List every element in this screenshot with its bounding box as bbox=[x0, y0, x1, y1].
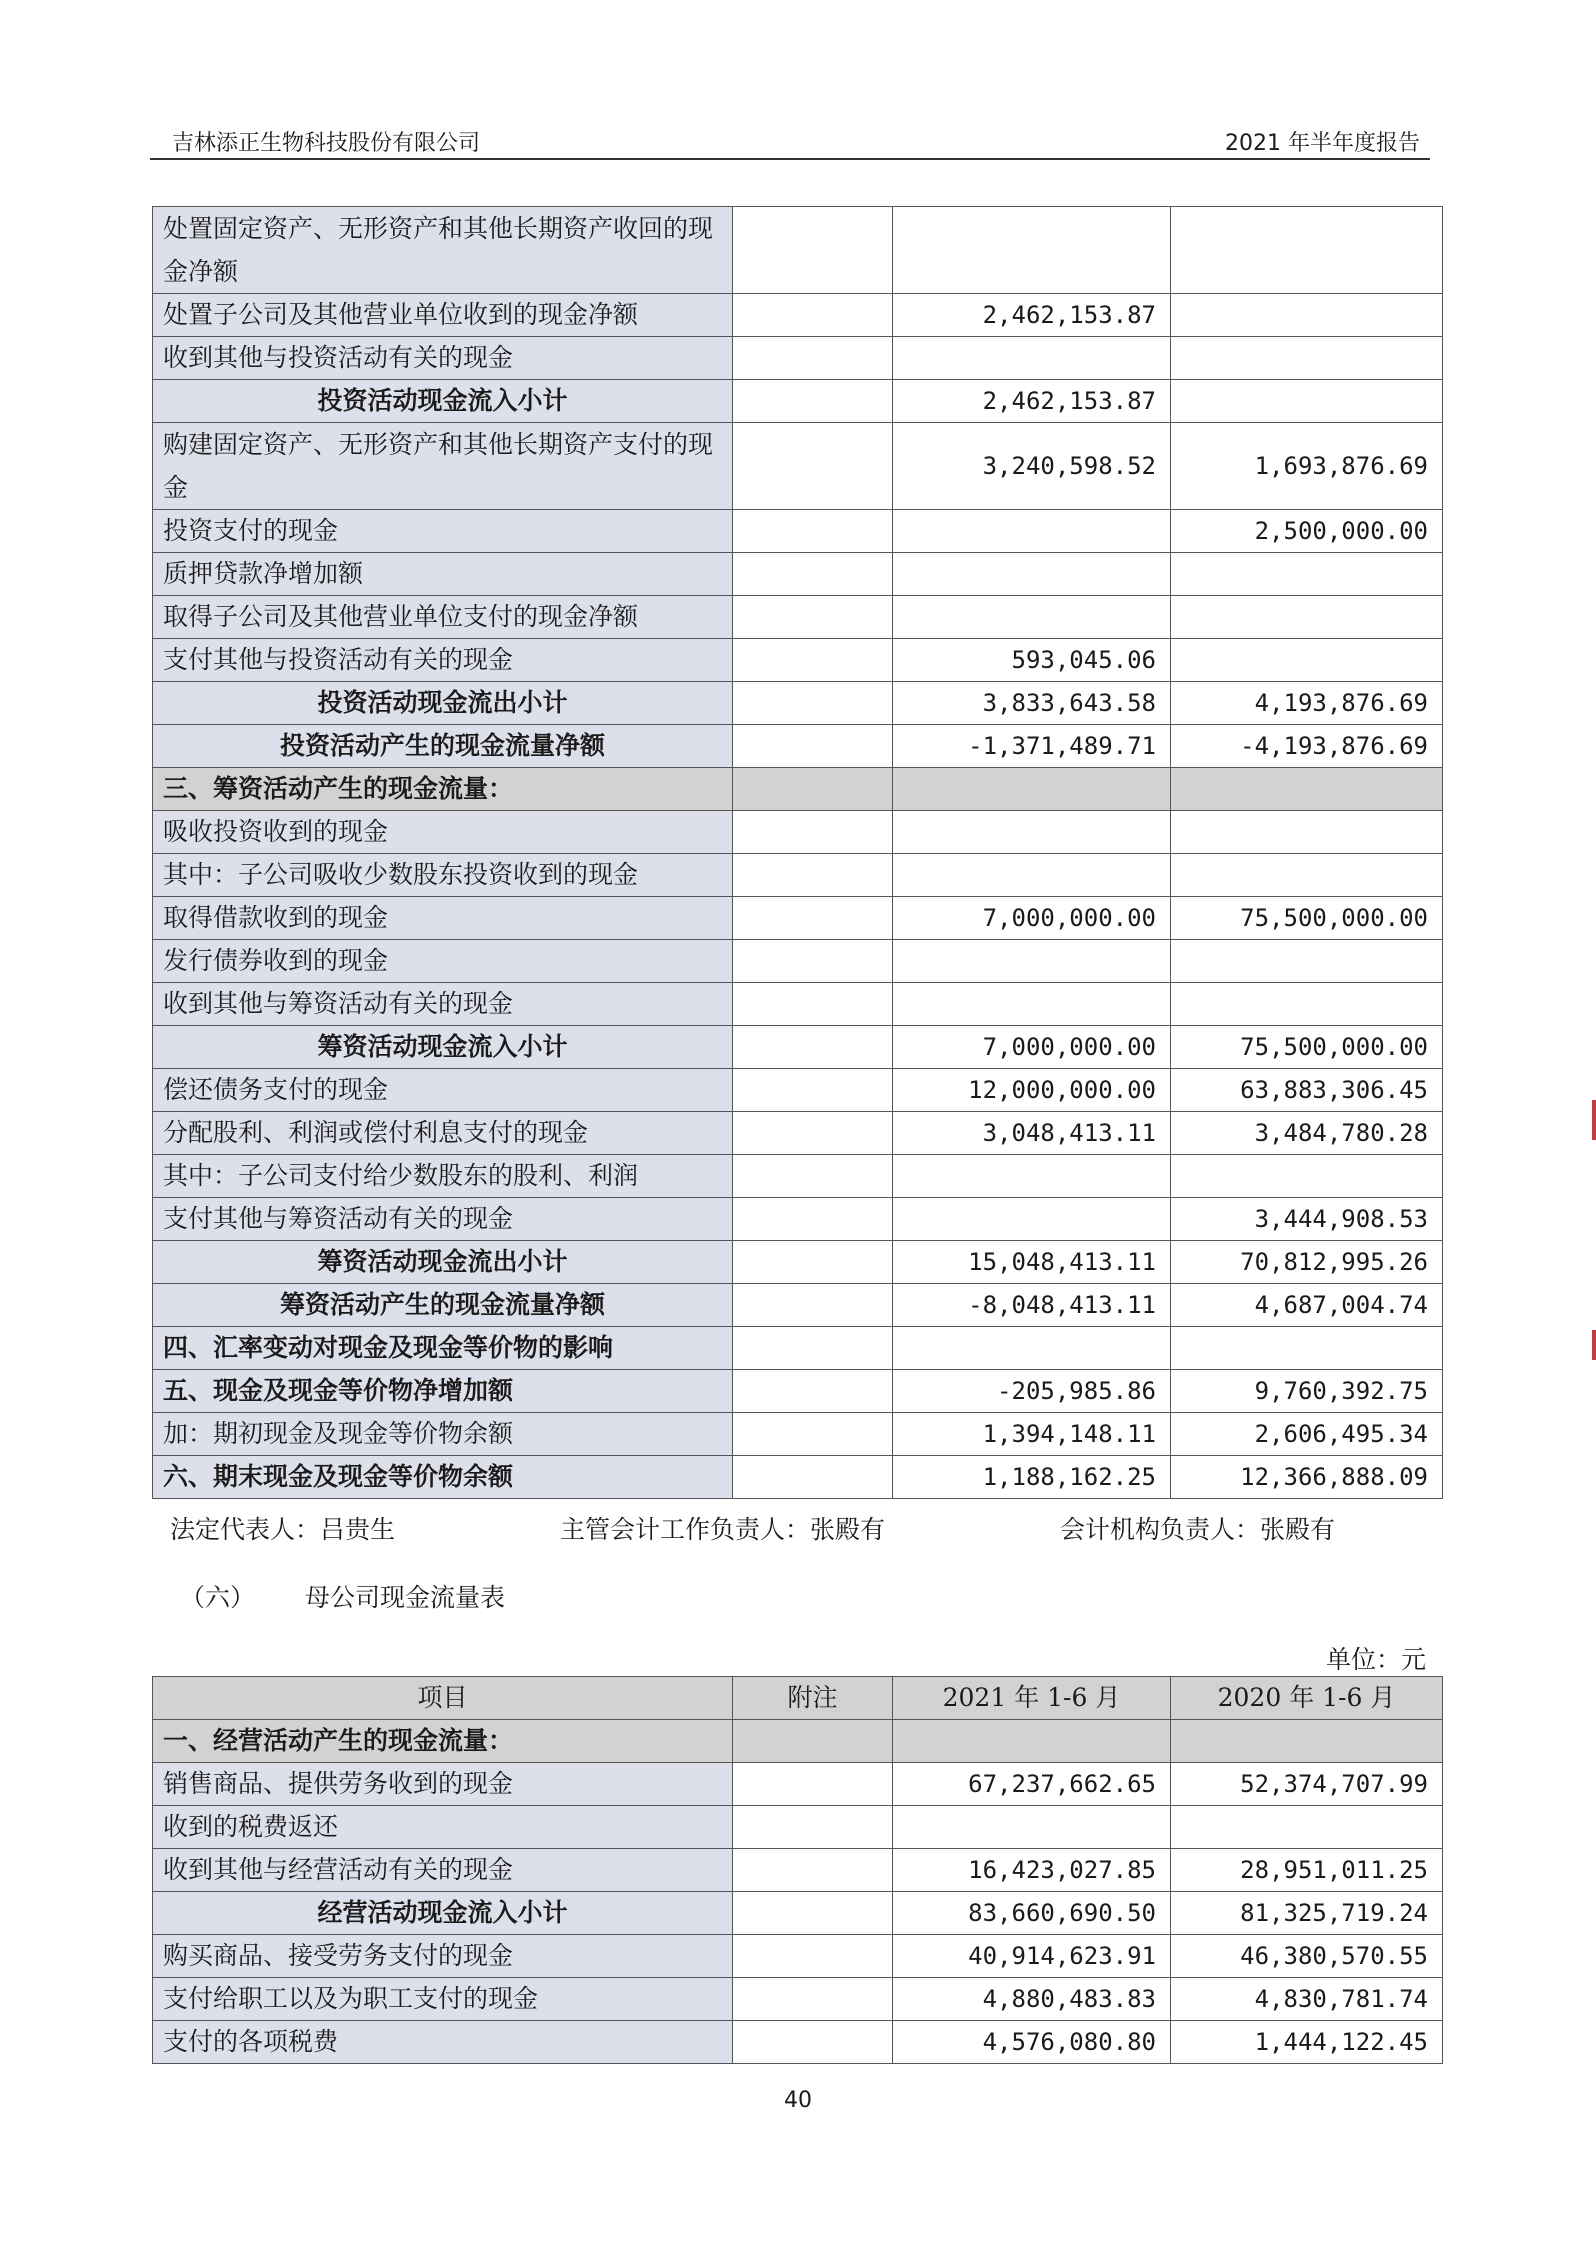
section-number: （六） bbox=[180, 1583, 256, 1612]
item-cell: 偿还债务支付的现金 bbox=[153, 1069, 733, 1112]
note-cell bbox=[733, 1370, 893, 1413]
note-cell bbox=[733, 897, 893, 940]
table-row bbox=[153, 1155, 1443, 1198]
current-period-cell: 7,000,000.00 bbox=[893, 897, 1171, 940]
current-period-cell bbox=[893, 1327, 1171, 1370]
note-cell bbox=[733, 1241, 893, 1284]
note-cell bbox=[733, 1763, 893, 1806]
item-cell: 六、期末现金及现金等价物余额 bbox=[153, 1456, 733, 1499]
note-cell bbox=[733, 1026, 893, 1069]
parent-cash-flow-body bbox=[153, 1720, 1443, 2064]
current-period-cell: -8,048,413.11 bbox=[893, 1284, 1171, 1327]
current-period-cell: 4,576,080.80 bbox=[893, 2021, 1171, 2064]
item-cell: 取得借款收到的现金 bbox=[153, 897, 733, 940]
item-cell: 处置子公司及其他营业单位收到的现金净额 bbox=[153, 294, 733, 337]
report-title: 2021 年半年度报告 bbox=[1225, 131, 1420, 156]
table-row bbox=[153, 854, 1443, 897]
item-cell: 经营活动现金流入小计 bbox=[153, 1892, 733, 1935]
table-row bbox=[153, 1370, 1443, 1413]
item-cell: 处置固定资产、无形资产和其他长期资产收回的现金净额 bbox=[153, 207, 733, 294]
table-row bbox=[153, 1763, 1443, 1806]
note-cell bbox=[733, 1892, 893, 1935]
prior-period-cell bbox=[1171, 294, 1443, 337]
current-period-cell: 40,914,623.91 bbox=[893, 1935, 1171, 1978]
current-period-cell: 83,660,690.50 bbox=[893, 1892, 1171, 1935]
table-row bbox=[153, 1806, 1443, 1849]
current-period-cell: 16,423,027.85 bbox=[893, 1849, 1171, 1892]
current-period-cell: 3,048,413.11 bbox=[893, 1112, 1171, 1155]
accounting-agency-head: 会计机构负责人：张殿有 bbox=[1060, 1515, 1336, 1544]
prior-period-cell: 52,374,707.99 bbox=[1171, 1763, 1443, 1806]
prior-period-cell bbox=[1171, 207, 1443, 294]
note-cell bbox=[733, 423, 893, 510]
table-row bbox=[153, 337, 1443, 380]
prior-period-cell bbox=[1171, 1720, 1443, 1763]
current-period-cell: -1,371,489.71 bbox=[893, 725, 1171, 768]
item-cell: 筹资活动现金流出小计 bbox=[153, 1241, 733, 1284]
current-period-cell: 1,188,162.25 bbox=[893, 1456, 1171, 1499]
item-cell: 收到的税费返还 bbox=[153, 1806, 733, 1849]
note-cell bbox=[733, 983, 893, 1026]
signatories bbox=[170, 1510, 1470, 1550]
note-cell bbox=[733, 553, 893, 596]
table-row bbox=[153, 1198, 1443, 1241]
table-row bbox=[153, 639, 1443, 682]
note-cell bbox=[733, 1284, 893, 1327]
current-period-cell bbox=[893, 940, 1171, 983]
prior-period-cell bbox=[1171, 811, 1443, 854]
prior-period-cell bbox=[1171, 337, 1443, 380]
table-header-row bbox=[153, 1677, 1443, 1720]
item-cell: 购建固定资产、无形资产和其他长期资产支付的现金 bbox=[153, 423, 733, 510]
item-cell: 购买商品、接受劳务支付的现金 bbox=[153, 1935, 733, 1978]
current-period-cell bbox=[893, 1198, 1171, 1241]
note-cell bbox=[733, 2021, 893, 2064]
prior-period-cell bbox=[1171, 1806, 1443, 1849]
item-cell: 加：期初现金及现金等价物余额 bbox=[153, 1413, 733, 1456]
prior-period-cell: 28,951,011.25 bbox=[1171, 1849, 1443, 1892]
prior-period-cell bbox=[1171, 983, 1443, 1026]
prior-period-cell: -4,193,876.69 bbox=[1171, 725, 1443, 768]
item-cell: 三、筹资活动产生的现金流量： bbox=[153, 768, 733, 811]
current-period-cell bbox=[893, 1806, 1171, 1849]
prior-period-cell: 4,193,876.69 bbox=[1171, 682, 1443, 725]
note-cell bbox=[733, 510, 893, 553]
table-row bbox=[153, 2021, 1443, 2064]
prior-period-cell bbox=[1171, 639, 1443, 682]
table-row bbox=[153, 1456, 1443, 1499]
cash-flow-table-body bbox=[153, 207, 1443, 1499]
current-period-cell bbox=[893, 854, 1171, 897]
header-2021: 2021 年 1-6 月 bbox=[893, 1677, 1171, 1720]
current-period-cell: -205,985.86 bbox=[893, 1370, 1171, 1413]
table-row bbox=[153, 1413, 1443, 1456]
current-period-cell bbox=[893, 553, 1171, 596]
current-period-cell bbox=[893, 510, 1171, 553]
item-cell: 收到其他与投资活动有关的现金 bbox=[153, 337, 733, 380]
header-2020: 2020 年 1-6 月 bbox=[1171, 1677, 1443, 1720]
item-cell: 发行债券收到的现金 bbox=[153, 940, 733, 983]
current-period-cell: 2,462,153.87 bbox=[893, 380, 1171, 423]
prior-period-cell: 75,500,000.00 bbox=[1171, 1026, 1443, 1069]
item-cell: 投资活动现金流出小计 bbox=[153, 682, 733, 725]
note-cell bbox=[733, 725, 893, 768]
note-cell bbox=[733, 1806, 893, 1849]
table-row bbox=[153, 1327, 1443, 1370]
table-row bbox=[153, 983, 1443, 1026]
scan-edge-mark bbox=[1592, 1100, 1596, 1140]
prior-period-cell: 70,812,995.26 bbox=[1171, 1241, 1443, 1284]
table-row bbox=[153, 596, 1443, 639]
table-row bbox=[153, 1849, 1443, 1892]
header-note: 附注 bbox=[733, 1677, 893, 1720]
prior-period-cell bbox=[1171, 940, 1443, 983]
item-cell: 投资支付的现金 bbox=[153, 510, 733, 553]
prior-period-cell: 46,380,570.55 bbox=[1171, 1935, 1443, 1978]
item-cell: 支付的各项税费 bbox=[153, 2021, 733, 2064]
table-row bbox=[153, 1284, 1443, 1327]
note-cell bbox=[733, 1935, 893, 1978]
table-row bbox=[153, 1978, 1443, 2021]
page-number: 40 bbox=[784, 2088, 812, 2113]
accounting-head: 主管会计工作负责人：张殿有 bbox=[560, 1515, 886, 1544]
current-period-cell bbox=[893, 1155, 1171, 1198]
table-row bbox=[153, 1112, 1443, 1155]
page-header bbox=[150, 120, 1430, 160]
note-cell bbox=[733, 1413, 893, 1456]
note-cell bbox=[733, 1456, 893, 1499]
company-name: 吉林添正生物科技股份有限公司 bbox=[172, 131, 481, 156]
parent-cash-flow-table bbox=[152, 1676, 1443, 2064]
table-row bbox=[153, 682, 1443, 725]
prior-period-cell bbox=[1171, 553, 1443, 596]
prior-period-cell: 1,693,876.69 bbox=[1171, 423, 1443, 510]
note-cell bbox=[733, 1327, 893, 1370]
note-cell bbox=[733, 596, 893, 639]
prior-period-cell bbox=[1171, 596, 1443, 639]
current-period-cell bbox=[893, 1720, 1171, 1763]
prior-period-cell: 4,687,004.74 bbox=[1171, 1284, 1443, 1327]
current-period-cell: 1,394,148.11 bbox=[893, 1413, 1171, 1456]
table-row bbox=[153, 207, 1443, 294]
table-row bbox=[153, 423, 1443, 510]
note-cell bbox=[733, 1069, 893, 1112]
note-cell bbox=[733, 940, 893, 983]
note-cell bbox=[733, 337, 893, 380]
current-period-cell: 12,000,000.00 bbox=[893, 1069, 1171, 1112]
item-cell: 取得子公司及其他营业单位支付的现金净额 bbox=[153, 596, 733, 639]
note-cell bbox=[733, 768, 893, 811]
note-cell bbox=[733, 854, 893, 897]
section-heading bbox=[180, 1578, 505, 1614]
item-cell: 其中：子公司吸收少数股东投资收到的现金 bbox=[153, 854, 733, 897]
prior-period-cell bbox=[1171, 380, 1443, 423]
item-cell: 投资活动现金流入小计 bbox=[153, 380, 733, 423]
item-cell: 五、现金及现金等价物净增加额 bbox=[153, 1370, 733, 1413]
prior-period-cell: 75,500,000.00 bbox=[1171, 897, 1443, 940]
table-row bbox=[153, 553, 1443, 596]
item-cell: 收到其他与经营活动有关的现金 bbox=[153, 1849, 733, 1892]
prior-period-cell: 4,830,781.74 bbox=[1171, 1978, 1443, 2021]
current-period-cell: 4,880,483.83 bbox=[893, 1978, 1171, 2021]
prior-period-cell: 3,444,908.53 bbox=[1171, 1198, 1443, 1241]
item-cell: 支付给职工以及为职工支付的现金 bbox=[153, 1978, 733, 2021]
table-row bbox=[153, 940, 1443, 983]
prior-period-cell: 12,366,888.09 bbox=[1171, 1456, 1443, 1499]
section-title: 母公司现金流量表 bbox=[305, 1583, 506, 1612]
current-period-cell: 15,048,413.11 bbox=[893, 1241, 1171, 1284]
prior-period-cell: 1,444,122.45 bbox=[1171, 2021, 1443, 2064]
item-cell: 销售商品、提供劳务收到的现金 bbox=[153, 1763, 733, 1806]
prior-period-cell bbox=[1171, 768, 1443, 811]
prior-period-cell: 81,325,719.24 bbox=[1171, 1892, 1443, 1935]
header-item: 项目 bbox=[153, 1677, 733, 1720]
table-row bbox=[153, 811, 1443, 854]
table-row bbox=[153, 897, 1443, 940]
table-row bbox=[153, 1935, 1443, 1978]
note-cell bbox=[733, 639, 893, 682]
note-cell bbox=[733, 1155, 893, 1198]
legal-representative: 法定代表人：吕贵生 bbox=[170, 1515, 396, 1544]
prior-period-cell: 3,484,780.28 bbox=[1171, 1112, 1443, 1155]
table-row bbox=[153, 768, 1443, 811]
unit-label: 单位：元 bbox=[1325, 1645, 1426, 1674]
table-row bbox=[153, 1069, 1443, 1112]
current-period-cell: 67,237,662.65 bbox=[893, 1763, 1171, 1806]
current-period-cell bbox=[893, 983, 1171, 1026]
current-period-cell: 2,462,153.87 bbox=[893, 294, 1171, 337]
note-cell bbox=[733, 380, 893, 423]
current-period-cell bbox=[893, 337, 1171, 380]
item-cell: 投资活动产生的现金流量净额 bbox=[153, 725, 733, 768]
note-cell bbox=[733, 1198, 893, 1241]
item-cell: 分配股利、利润或偿付利息支付的现金 bbox=[153, 1112, 733, 1155]
item-cell: 支付其他与筹资活动有关的现金 bbox=[153, 1198, 733, 1241]
note-cell bbox=[733, 1978, 893, 2021]
prior-period-cell bbox=[1171, 1327, 1443, 1370]
item-cell: 支付其他与投资活动有关的现金 bbox=[153, 639, 733, 682]
item-cell: 收到其他与筹资活动有关的现金 bbox=[153, 983, 733, 1026]
table-row bbox=[153, 294, 1443, 337]
note-cell bbox=[733, 1112, 893, 1155]
current-period-cell: 593,045.06 bbox=[893, 639, 1171, 682]
current-period-cell: 3,240,598.52 bbox=[893, 423, 1171, 510]
prior-period-cell bbox=[1171, 1155, 1443, 1198]
item-cell: 筹资活动产生的现金流量净额 bbox=[153, 1284, 733, 1327]
note-cell bbox=[733, 1849, 893, 1892]
table-row bbox=[153, 1720, 1443, 1763]
item-cell: 筹资活动现金流入小计 bbox=[153, 1026, 733, 1069]
prior-period-cell: 63,883,306.45 bbox=[1171, 1069, 1443, 1112]
item-cell: 质押贷款净增加额 bbox=[153, 553, 733, 596]
current-period-cell bbox=[893, 768, 1171, 811]
table-row bbox=[153, 1892, 1443, 1935]
note-cell bbox=[733, 207, 893, 294]
table-row bbox=[153, 380, 1443, 423]
note-cell bbox=[733, 1720, 893, 1763]
item-cell: 一、经营活动产生的现金流量： bbox=[153, 1720, 733, 1763]
table-row bbox=[153, 1241, 1443, 1284]
prior-period-cell: 2,500,000.00 bbox=[1171, 510, 1443, 553]
prior-period-cell: 9,760,392.75 bbox=[1171, 1370, 1443, 1413]
current-period-cell bbox=[893, 811, 1171, 854]
table-row bbox=[153, 1026, 1443, 1069]
item-cell: 其中：子公司支付给少数股东的股利、利润 bbox=[153, 1155, 733, 1198]
table-row bbox=[153, 510, 1443, 553]
cash-flow-table-continued bbox=[152, 206, 1443, 1499]
table-row bbox=[153, 725, 1443, 768]
current-period-cell: 3,833,643.58 bbox=[893, 682, 1171, 725]
scan-edge-mark bbox=[1592, 1330, 1596, 1360]
note-cell bbox=[733, 811, 893, 854]
prior-period-cell bbox=[1171, 854, 1443, 897]
note-cell bbox=[733, 682, 893, 725]
item-cell: 四、汇率变动对现金及现金等价物的影响 bbox=[153, 1327, 733, 1370]
current-period-cell: 7,000,000.00 bbox=[893, 1026, 1171, 1069]
current-period-cell bbox=[893, 207, 1171, 294]
current-period-cell bbox=[893, 596, 1171, 639]
note-cell bbox=[733, 294, 893, 337]
item-cell: 吸收投资收到的现金 bbox=[153, 811, 733, 854]
prior-period-cell: 2,606,495.34 bbox=[1171, 1413, 1443, 1456]
